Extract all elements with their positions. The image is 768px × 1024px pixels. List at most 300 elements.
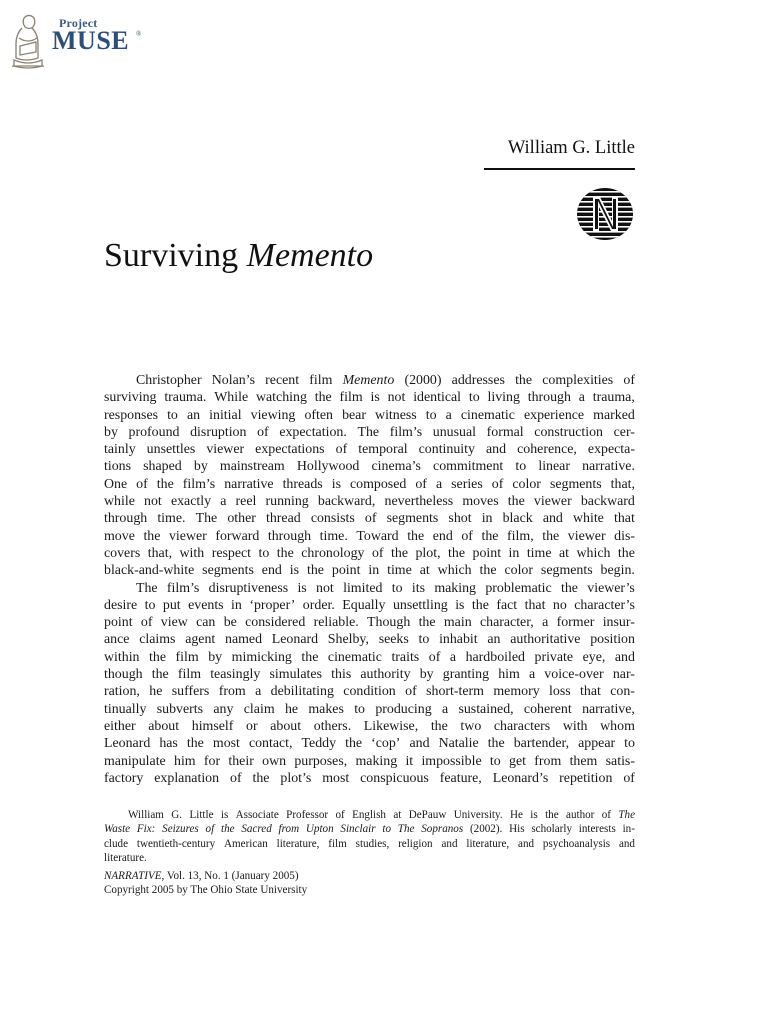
- body-line: [104, 372, 635, 389]
- body-word: the: [306, 563, 324, 579]
- body-word: film’s: [166, 580, 200, 596]
- body-word: Likewise,: [363, 718, 419, 734]
- body-word: private: [534, 649, 574, 665]
- body-word: get: [509, 753, 526, 769]
- body-word: considered: [245, 615, 306, 631]
- body-word: manipulate: [104, 753, 166, 769]
- article-body: [104, 372, 635, 787]
- body-word: from: [218, 684, 246, 700]
- body-word: While: [214, 390, 249, 406]
- body-word: in: [368, 563, 380, 579]
- copyright-line: Copyright 2005 by The Ohio State University: [104, 884, 308, 897]
- body-line: [104, 493, 635, 510]
- body-word: is: [289, 563, 300, 579]
- body-word: mimicking: [231, 649, 292, 665]
- body-word: for: [203, 753, 221, 769]
- body-word: to: [258, 545, 270, 561]
- body-word: to: [489, 753, 501, 769]
- body-line: [104, 683, 635, 700]
- body-word: them: [569, 753, 598, 769]
- author-rule: [484, 168, 635, 170]
- body-word: character’s: [574, 597, 635, 613]
- body-word: contact,: [248, 736, 293, 752]
- body-word: formal: [486, 424, 524, 440]
- body-word: and: [409, 736, 430, 752]
- body-word: time.: [157, 511, 186, 527]
- body-word: Leonard’s: [492, 770, 549, 786]
- body-word: Christopher: [136, 373, 202, 388]
- body-word: Natalie: [438, 736, 479, 752]
- body-word: most: [212, 736, 240, 752]
- body-word: through: [104, 511, 148, 527]
- body-word: condition: [343, 684, 396, 700]
- body-line: [104, 458, 635, 475]
- body-word: other: [227, 511, 256, 527]
- body-word: Toward: [356, 528, 399, 544]
- body-word: consists: [310, 511, 355, 527]
- body-word: agent: [185, 632, 216, 648]
- body-word: is: [455, 597, 465, 613]
- body-word: is: [331, 476, 341, 492]
- body-word: of: [335, 442, 348, 458]
- body-word: put: [162, 597, 181, 613]
- body-word: unusual: [432, 424, 476, 440]
- body-word: white: [572, 511, 604, 527]
- body-word: him: [498, 667, 520, 683]
- body-word: to: [167, 407, 178, 423]
- body-word: to: [425, 407, 437, 423]
- body-word: (2000): [404, 373, 442, 388]
- body-word: either: [104, 718, 136, 734]
- body-word: to: [144, 597, 156, 613]
- body-word: Leonard: [104, 736, 151, 752]
- body-word: desire: [104, 597, 138, 613]
- body-word: black-and-white: [104, 563, 195, 579]
- body-line: [104, 597, 635, 614]
- body-word: traits: [391, 649, 420, 665]
- body-line: [104, 545, 635, 562]
- body-word: makes: [308, 701, 344, 717]
- body-word: point: [472, 545, 502, 561]
- body-word: claim: [243, 701, 275, 717]
- body-word: tions: [104, 459, 132, 475]
- body-word: at: [419, 563, 430, 579]
- body-word: short-term: [426, 684, 484, 700]
- body-word: by: [193, 459, 208, 475]
- body-word: narrative,: [582, 701, 635, 717]
- body-word: cinematic: [327, 649, 382, 665]
- body-line: [104, 701, 635, 718]
- body-word: disruption: [190, 424, 247, 440]
- body-word: a: [255, 684, 262, 700]
- body-word: authority: [360, 667, 411, 683]
- body-word: threads: [282, 476, 323, 492]
- body-word: the: [314, 390, 332, 406]
- body-word: commitment: [433, 459, 504, 475]
- body-word: Though: [367, 615, 411, 631]
- body-word: appear: [578, 736, 616, 752]
- body-word: and: [486, 442, 507, 458]
- body-word: Memento: [342, 373, 395, 388]
- body-word: end: [261, 563, 282, 579]
- body-line: [104, 580, 635, 597]
- body-word: bartender,: [513, 736, 570, 752]
- body-word: the: [151, 667, 169, 683]
- body-word: exactly: [170, 494, 212, 510]
- body-word: two: [460, 718, 482, 734]
- body-line: [104, 441, 635, 458]
- body-word: factory: [104, 770, 144, 786]
- body-word: subverts: [156, 701, 204, 717]
- body-word: ‘proper’: [249, 597, 296, 613]
- body-word: in: [508, 545, 520, 561]
- author-name: William G. Little: [507, 138, 635, 158]
- body-word: a: [528, 667, 536, 683]
- body-word: point: [331, 563, 361, 579]
- body-word: feature,: [439, 770, 482, 786]
- body-word: in: [231, 597, 242, 613]
- logo-registered-mark: ®: [136, 30, 142, 38]
- body-word: construction: [534, 424, 603, 440]
- body-word: of: [257, 424, 269, 440]
- title-italic: Memento: [246, 237, 374, 274]
- body-word: which: [576, 545, 611, 561]
- body-word: covers: [104, 545, 141, 561]
- body-word: own: [262, 753, 287, 769]
- body-word: the: [617, 545, 635, 561]
- reader-figure-icon: [10, 12, 46, 70]
- body-word: the: [515, 373, 533, 388]
- body-word: the: [407, 528, 425, 544]
- project-muse-logo[interactable]: [10, 12, 150, 72]
- body-word: fact: [496, 597, 518, 613]
- body-word: its: [411, 580, 426, 596]
- body-word: of: [415, 476, 427, 492]
- body-word: voice-over: [544, 667, 604, 683]
- body-word: problematic: [485, 580, 552, 596]
- body-word: mainstream: [219, 459, 285, 475]
- body-word: the: [448, 545, 466, 561]
- body-word: whom: [600, 718, 635, 734]
- body-word: with: [562, 718, 588, 734]
- body-word: running: [265, 494, 309, 510]
- narrative-journal-emblem-icon: [576, 187, 634, 241]
- body-word: film: [175, 649, 199, 665]
- body-word: and: [542, 511, 563, 527]
- body-word: identical: [413, 390, 462, 406]
- body-word: end: [432, 528, 453, 544]
- body-word: to: [391, 580, 403, 596]
- body-word: an: [487, 632, 501, 648]
- body-word: black: [502, 511, 533, 527]
- citation-line: NARRATIVE, Vol. 13, No. 1 (January 2005): [104, 870, 299, 883]
- body-word: the: [481, 528, 499, 544]
- body-word: teasingly: [210, 667, 261, 683]
- body-word: himself: [191, 718, 234, 734]
- body-word: viewer: [533, 494, 572, 510]
- body-word: segments: [386, 511, 439, 527]
- body-word: about: [270, 718, 302, 734]
- body-word: not: [316, 580, 334, 596]
- body-word: the: [143, 528, 161, 544]
- body-word: move: [104, 528, 135, 544]
- body-word: shaped: [143, 459, 182, 475]
- footnote-line: William G. Little is Associate Professor of English at DePauw University. He is the author of The: [128, 809, 635, 821]
- body-word: often: [304, 407, 333, 423]
- body-word: segments: [549, 476, 602, 492]
- article-title: [104, 235, 373, 277]
- body-word: the: [430, 718, 448, 734]
- body-word: the: [186, 736, 204, 752]
- body-word: Leonard: [271, 632, 319, 648]
- body-word: trauma.: [164, 390, 207, 406]
- body-word: though: [104, 667, 143, 683]
- body-word: of: [428, 649, 441, 665]
- body-word: One: [104, 476, 128, 492]
- body-word: by: [208, 649, 223, 665]
- body-word: ration,: [104, 684, 140, 700]
- body-word: watching: [255, 390, 307, 406]
- body-line: [104, 614, 635, 631]
- body-word: profound: [128, 424, 180, 440]
- body-line: [104, 476, 635, 493]
- body-word: coherent: [523, 701, 572, 717]
- body-word: from: [534, 753, 562, 769]
- body-word: the: [560, 580, 578, 596]
- body-word: living: [487, 390, 520, 406]
- body-word: loss: [549, 684, 571, 700]
- title-plain: Surviving: [104, 237, 247, 274]
- body-word: experience: [523, 407, 585, 423]
- body-word: a: [441, 701, 449, 717]
- body-word: sustained,: [458, 701, 514, 717]
- body-line: [104, 770, 635, 787]
- body-line: [104, 407, 635, 424]
- body-word: not: [144, 494, 162, 510]
- body-word: forward: [215, 528, 260, 544]
- body-word: former: [556, 615, 595, 631]
- body-word: to: [354, 701, 365, 717]
- body-word: complexities: [542, 373, 614, 388]
- body-word: tinually: [104, 701, 147, 717]
- body-word: making: [355, 753, 398, 769]
- body-word: characters: [493, 718, 551, 734]
- body-word: the: [391, 545, 409, 561]
- body-word: Hollywood: [296, 459, 360, 475]
- body-word: nar-: [612, 667, 635, 683]
- body-word: any: [213, 701, 234, 717]
- body-line: [104, 666, 635, 683]
- body-word: by: [419, 667, 434, 683]
- body-word: ance: [104, 632, 130, 648]
- body-word: film’s: [182, 476, 216, 492]
- body-word: granting: [442, 667, 490, 683]
- body-word: the: [471, 597, 489, 613]
- body-word: segments: [202, 563, 254, 579]
- body-word: unsettles: [146, 442, 196, 458]
- body-word: begin.: [600, 563, 635, 579]
- body-word: Equally: [342, 597, 386, 613]
- body-word: segments: [540, 563, 593, 579]
- body-word: narrative.: [582, 459, 635, 475]
- body-word: cer-: [613, 424, 635, 440]
- body-word: a: [445, 407, 452, 423]
- body-word: time: [387, 563, 412, 579]
- body-word: named: [225, 632, 263, 648]
- body-word: backward: [580, 494, 635, 510]
- body-word: that: [524, 597, 546, 613]
- body-word: thread: [265, 511, 301, 527]
- footnote-line: clude twentieth-century American literature, film studies, religion and literature, and psychoanalysis and: [104, 837, 635, 850]
- body-word: conspicuous: [360, 770, 429, 786]
- body-line: [104, 649, 635, 666]
- body-word: the: [252, 770, 270, 786]
- body-word: Shelby,: [327, 632, 369, 648]
- body-word: producing: [375, 701, 432, 717]
- body-word: film: [177, 667, 202, 683]
- body-word: suffers: [171, 684, 210, 700]
- body-word: authoritative: [510, 632, 581, 648]
- body-word: a: [220, 494, 227, 510]
- body-word: insur-: [602, 615, 635, 631]
- body-word: chronology: [301, 545, 365, 561]
- body-word: of: [371, 545, 384, 561]
- body-word: he: [284, 701, 299, 717]
- body-word: to: [515, 459, 527, 475]
- body-word: The: [136, 580, 158, 596]
- body-word: about: [148, 718, 180, 734]
- body-word: to: [468, 390, 480, 406]
- body-word: unsettling: [392, 597, 448, 613]
- body-word: disruptiveness: [208, 580, 289, 596]
- body-word: witness: [375, 407, 417, 423]
- body-word: an: [186, 407, 201, 423]
- body-word: film: [309, 373, 333, 388]
- body-word: cinematic: [460, 407, 515, 423]
- body-word: eye,: [582, 649, 606, 665]
- body-word: Teddy: [301, 736, 337, 752]
- body-line: [104, 631, 635, 648]
- body-word: of: [405, 684, 417, 700]
- body-word: memory: [493, 684, 540, 700]
- body-word: ‘cop’: [371, 736, 401, 752]
- body-word: with: [179, 545, 205, 561]
- body-word: by: [104, 424, 118, 440]
- logo-project-text: Project: [59, 16, 98, 30]
- body-word: Nolan’s: [211, 373, 255, 388]
- body-word: that: [613, 511, 635, 527]
- body-word: of: [623, 770, 635, 786]
- body-word: a: [435, 476, 443, 492]
- body-word: the: [345, 736, 363, 752]
- body-word: a: [542, 615, 549, 631]
- body-word: the: [418, 615, 436, 631]
- body-word: impossible: [421, 753, 482, 769]
- body-word: he: [149, 684, 163, 700]
- body-word: no: [552, 597, 567, 613]
- body-word: is: [370, 390, 380, 406]
- body-word: seeks: [378, 632, 409, 648]
- body-word: plot,: [415, 545, 441, 561]
- body-word: not: [387, 390, 406, 406]
- author-footnote: [104, 808, 635, 898]
- body-word: inhabit: [439, 632, 478, 648]
- body-word: point: [104, 615, 133, 631]
- body-word: of: [140, 615, 153, 631]
- body-word: others.: [313, 718, 352, 734]
- body-word: or: [246, 718, 258, 734]
- body-word: to: [418, 632, 430, 648]
- body-word: marked: [593, 407, 635, 423]
- body-word: recent: [265, 373, 300, 388]
- body-word: viewing: [250, 407, 296, 423]
- body-word: addresses: [451, 373, 505, 388]
- body-word: claims: [139, 632, 176, 648]
- body-word: main: [443, 615, 472, 631]
- body-word: expectation.: [279, 424, 347, 440]
- body-word: the: [276, 545, 294, 561]
- body-word: expecta-: [587, 442, 635, 458]
- body-word: initial: [209, 407, 242, 423]
- body-word: series: [451, 476, 483, 492]
- body-word: expectations: [255, 442, 325, 458]
- footnote-line: Waste Fix: Seizures of the Sacred from Upton Sinclair to The Sopranos (2002). His scholarly interests in-: [104, 823, 635, 836]
- body-word: the: [156, 476, 174, 492]
- body-word: that,: [147, 545, 173, 561]
- body-word: nevertheless: [384, 494, 454, 510]
- body-word: through: [267, 528, 312, 544]
- body-word: trauma,: [592, 390, 635, 406]
- body-word: the: [149, 649, 167, 665]
- body-line: [104, 562, 635, 579]
- body-word: moves: [462, 494, 499, 510]
- body-word: tainly: [104, 442, 136, 458]
- body-word: and: [614, 649, 635, 665]
- body-word: shot: [448, 511, 472, 527]
- body-word: viewer: [168, 528, 207, 544]
- body-word: through: [527, 390, 571, 406]
- body-line: [104, 753, 635, 770]
- body-word: it: [405, 753, 414, 769]
- body-word: that: [580, 684, 601, 700]
- body-word: satis-: [605, 753, 635, 769]
- body-word: most: [322, 770, 350, 786]
- body-word: purposes,: [294, 753, 348, 769]
- body-word: this: [331, 667, 352, 683]
- body-word: The: [357, 424, 380, 440]
- body-word: to: [624, 736, 635, 752]
- body-line: [104, 389, 635, 406]
- body-word: viewer’s: [587, 580, 635, 596]
- body-word: be: [223, 615, 237, 631]
- body-line: [104, 718, 635, 735]
- body-word: dis-: [614, 528, 635, 544]
- body-word: of: [461, 528, 473, 544]
- body-word: while: [104, 494, 135, 510]
- body-word: reliable.: [313, 615, 359, 631]
- logo-muse-text: MUSE: [52, 26, 130, 55]
- body-word: viewer: [567, 528, 606, 544]
- body-word: explanation: [154, 770, 220, 786]
- body-word: cinema’s: [371, 459, 421, 475]
- body-word: bear: [342, 407, 366, 423]
- body-word: has: [159, 736, 178, 752]
- body-word: film,: [507, 528, 534, 544]
- body-word: view: [160, 615, 188, 631]
- body-word: con-: [610, 684, 635, 700]
- body-word: color: [512, 476, 541, 492]
- body-word: linear: [538, 459, 570, 475]
